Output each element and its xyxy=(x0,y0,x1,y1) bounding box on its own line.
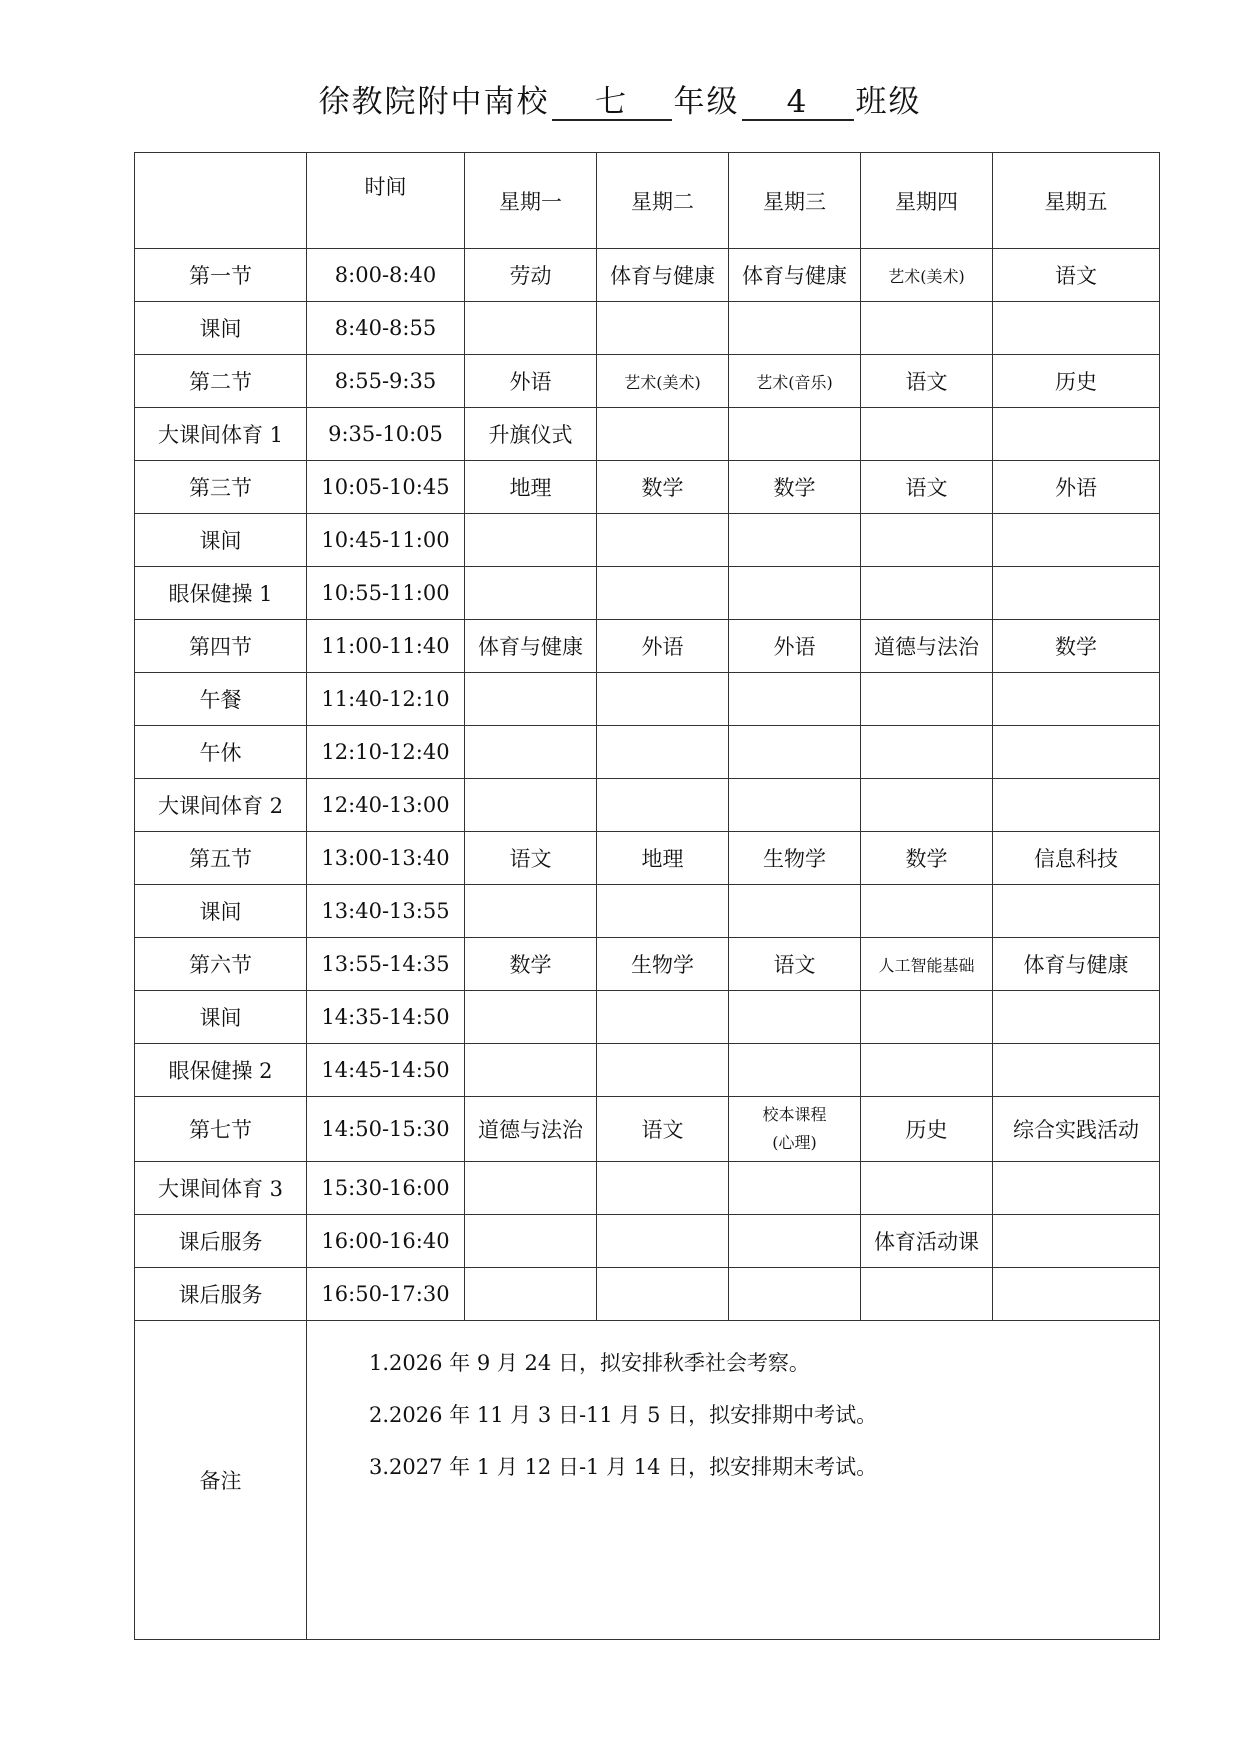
subject-cell-friday xyxy=(993,1268,1160,1321)
subject-cell-thursday: 历史 xyxy=(861,1097,993,1162)
note-item: 3.2027 年 1 月 12 日-1 月 14 日，拟安排期末考试。 xyxy=(369,1455,878,1479)
period-label: 第三节 xyxy=(135,461,307,514)
notes-label: 备注 xyxy=(135,1321,307,1640)
subject-cell-monday: 劳动 xyxy=(465,249,597,302)
period-time: 14:35-14:50 xyxy=(307,991,465,1044)
column-header-wednesday: 星期三 xyxy=(729,153,861,249)
subject-cell-thursday xyxy=(861,408,993,461)
period-label: 课间 xyxy=(135,991,307,1044)
period-label: 第六节 xyxy=(135,938,307,991)
subject-cell-friday: 体育与健康 xyxy=(993,938,1160,991)
column-header-friday: 星期五 xyxy=(993,153,1160,249)
header-row xyxy=(135,153,1160,249)
period-time: 11:40-12:10 xyxy=(307,673,465,726)
subject-cell-tuesday: 外语 xyxy=(597,620,729,673)
note-item: 1.2026 年 9 月 24 日，拟安排秋季社会考察。 xyxy=(369,1351,810,1375)
subject-cell-monday xyxy=(465,726,597,779)
column-header-monday: 星期一 xyxy=(465,153,597,249)
subject-cell-thursday xyxy=(861,302,993,355)
period-label: 第四节 xyxy=(135,620,307,673)
subject-cell-tuesday xyxy=(597,514,729,567)
subject-cell-wednesday: 体育与健康 xyxy=(729,249,861,302)
subject-cell-tuesday xyxy=(597,1215,729,1268)
subject-cell-monday: 数学 xyxy=(465,938,597,991)
subject-cell-friday xyxy=(993,408,1160,461)
subject-cell-friday xyxy=(993,885,1160,938)
subject-cell-tuesday xyxy=(597,885,729,938)
subject-cell-tuesday xyxy=(597,567,729,620)
period-time: 14:45-14:50 xyxy=(307,1044,465,1097)
table-row xyxy=(135,1162,1160,1215)
subject-cell-wednesday xyxy=(729,1215,861,1268)
notes-row xyxy=(135,1321,1160,1640)
period-label: 大课间体育 2 xyxy=(135,779,307,832)
subject-cell-friday xyxy=(993,991,1160,1044)
subject-cell-wednesday: 生物学 xyxy=(729,832,861,885)
subject-cell-friday: 语文 xyxy=(993,249,1160,302)
subject-cell-tuesday: 语文 xyxy=(597,1097,729,1162)
table-row xyxy=(135,1215,1160,1268)
period-label: 大课间体育 1 xyxy=(135,408,307,461)
subject-cell-wednesday: 艺术(音乐) xyxy=(729,355,861,408)
table-row xyxy=(135,514,1160,567)
period-time: 8:00-8:40 xyxy=(307,249,465,302)
subject-cell-monday: 道德与法治 xyxy=(465,1097,597,1162)
column-header-time: 时间 xyxy=(307,153,465,249)
subject-cell-tuesday xyxy=(597,1268,729,1321)
subject-cell-friday: 外语 xyxy=(993,461,1160,514)
table-row xyxy=(135,673,1160,726)
subject-cell-friday: 数学 xyxy=(993,620,1160,673)
table-row xyxy=(135,249,1160,302)
subject-cell-tuesday: 体育与健康 xyxy=(597,249,729,302)
subject-cell-tuesday: 生物学 xyxy=(597,938,729,991)
subject-cell-tuesday xyxy=(597,408,729,461)
period-time: 10:45-11:00 xyxy=(307,514,465,567)
subject-cell-friday xyxy=(993,1044,1160,1097)
subject-cell-monday: 外语 xyxy=(465,355,597,408)
subject-cell-wednesday xyxy=(729,1162,861,1215)
period-time: 9:35-10:05 xyxy=(307,408,465,461)
subject-cell-thursday xyxy=(861,779,993,832)
period-time: 12:40-13:00 xyxy=(307,779,465,832)
period-time: 13:00-13:40 xyxy=(307,832,465,885)
subject-cell-thursday: 数学 xyxy=(861,832,993,885)
subject-cell-wednesday xyxy=(729,567,861,620)
subject-cell-wednesday xyxy=(729,408,861,461)
subject-cell-tuesday xyxy=(597,1162,729,1215)
subject-cell-monday: 地理 xyxy=(465,461,597,514)
table-row xyxy=(135,355,1160,408)
grade-label: 年级 xyxy=(673,84,740,120)
subject-cell-tuesday xyxy=(597,991,729,1044)
subject-cell-monday: 体育与健康 xyxy=(465,620,597,673)
period-time: 11:00-11:40 xyxy=(307,620,465,673)
table-row xyxy=(135,885,1160,938)
table-row xyxy=(135,1044,1160,1097)
notes-body xyxy=(307,1321,1160,1640)
table-row xyxy=(135,726,1160,779)
subject-cell-friday xyxy=(993,726,1160,779)
subject-cell-tuesday xyxy=(597,673,729,726)
timetable xyxy=(134,152,1160,1640)
column-header-tuesday: 星期二 xyxy=(597,153,729,249)
subject-cell-monday xyxy=(465,1162,597,1215)
period-time: 10:55-11:00 xyxy=(307,567,465,620)
subject-cell-wednesday xyxy=(729,991,861,1044)
subject-cell-wednesday: 语文 xyxy=(729,938,861,991)
subject-cell-wednesday xyxy=(729,302,861,355)
subject-cell-wednesday xyxy=(729,1268,861,1321)
subject-cell-thursday xyxy=(861,514,993,567)
subject-cell-tuesday xyxy=(597,1044,729,1097)
subject-cell-wednesday xyxy=(729,673,861,726)
subject-cell-friday xyxy=(993,514,1160,567)
subject-cell-wednesday xyxy=(729,514,861,567)
period-label: 课间 xyxy=(135,514,307,567)
subject-cell-monday xyxy=(465,1044,597,1097)
period-label: 课间 xyxy=(135,302,307,355)
table-row xyxy=(135,1268,1160,1321)
subject-cell-thursday xyxy=(861,885,993,938)
table-row xyxy=(135,779,1160,832)
subject-cell-tuesday: 数学 xyxy=(597,461,729,514)
period-label: 第七节 xyxy=(135,1097,307,1162)
subject-cell-wednesday xyxy=(729,1044,861,1097)
subject-cell-thursday xyxy=(861,991,993,1044)
subject-cell-wednesday xyxy=(729,885,861,938)
table-row xyxy=(135,832,1160,885)
class-value: 4 xyxy=(742,85,854,121)
period-label: 课后服务 xyxy=(135,1215,307,1268)
school-name: 徐教院附中南校 xyxy=(318,84,550,120)
period-label: 第五节 xyxy=(135,832,307,885)
period-time: 10:05-10:45 xyxy=(307,461,465,514)
subject-cell-thursday xyxy=(861,726,993,779)
period-time: 8:55-9:35 xyxy=(307,355,465,408)
subject-cell-friday: 历史 xyxy=(993,355,1160,408)
period-time: 12:10-12:40 xyxy=(307,726,465,779)
period-time: 14:50-15:30 xyxy=(307,1097,465,1162)
class-label: 班级 xyxy=(855,84,922,120)
column-header-thursday: 星期四 xyxy=(861,153,993,249)
subject-cell-monday xyxy=(465,514,597,567)
subject-cell-monday xyxy=(465,885,597,938)
table-row xyxy=(135,938,1160,991)
subject-cell-wednesday xyxy=(729,779,861,832)
period-label: 眼保健操 1 xyxy=(135,567,307,620)
corner-cell xyxy=(135,153,307,249)
subject-cell-thursday: 体育活动课 xyxy=(861,1215,993,1268)
period-time: 16:50-17:30 xyxy=(307,1268,465,1321)
subject-cell-monday xyxy=(465,1215,597,1268)
subject-cell-friday xyxy=(993,1215,1160,1268)
subject-cell-thursday: 语文 xyxy=(861,355,993,408)
subject-cell-monday xyxy=(465,779,597,832)
table-row xyxy=(135,1097,1160,1162)
subject-cell-friday xyxy=(993,302,1160,355)
subject-cell-thursday xyxy=(861,567,993,620)
subject-cell-monday xyxy=(465,302,597,355)
page-title xyxy=(0,82,1240,122)
subject-cell-wednesday xyxy=(729,726,861,779)
subject-cell-friday: 信息科技 xyxy=(993,832,1160,885)
subject-cell-wednesday: 外语 xyxy=(729,620,861,673)
period-time: 16:00-16:40 xyxy=(307,1215,465,1268)
subject-cell-thursday: 道德与法治 xyxy=(861,620,993,673)
period-label: 午休 xyxy=(135,726,307,779)
subject-cell-tuesday xyxy=(597,779,729,832)
subject-cell-thursday: 语文 xyxy=(861,461,993,514)
period-time: 15:30-16:00 xyxy=(307,1162,465,1215)
table-row xyxy=(135,302,1160,355)
period-label: 第二节 xyxy=(135,355,307,408)
table-row xyxy=(135,461,1160,514)
period-time: 13:55-14:35 xyxy=(307,938,465,991)
period-label: 课后服务 xyxy=(135,1268,307,1321)
subject-cell-thursday xyxy=(861,673,993,726)
period-label: 眼保健操 2 xyxy=(135,1044,307,1097)
subject-cell-monday: 升旗仪式 xyxy=(465,408,597,461)
subject-cell-tuesday: 艺术(美术) xyxy=(597,355,729,408)
subject-cell-friday: 综合实践活动 xyxy=(993,1097,1160,1162)
subject-cell-friday xyxy=(993,567,1160,620)
subject-cell-tuesday xyxy=(597,302,729,355)
subject-cell-monday xyxy=(465,567,597,620)
table-row xyxy=(135,620,1160,673)
subject-cell-friday xyxy=(993,779,1160,832)
subject-cell-tuesday xyxy=(597,726,729,779)
subject-cell-tuesday: 地理 xyxy=(597,832,729,885)
period-label: 大课间体育 3 xyxy=(135,1162,307,1215)
timetable-body xyxy=(135,153,1160,1640)
subject-cell-monday xyxy=(465,1268,597,1321)
grade-value: 七 xyxy=(552,85,672,121)
subject-cell-thursday xyxy=(861,1268,993,1321)
subject-cell-friday xyxy=(993,1162,1160,1215)
period-time: 8:40-8:55 xyxy=(307,302,465,355)
subject-cell-thursday xyxy=(861,1044,993,1097)
period-label: 课间 xyxy=(135,885,307,938)
subject-cell-monday: 语文 xyxy=(465,832,597,885)
subject-cell-monday xyxy=(465,991,597,1044)
subject-cell-wednesday: 数学 xyxy=(729,461,861,514)
subject-cell-thursday xyxy=(861,1162,993,1215)
subject-cell-friday xyxy=(993,673,1160,726)
note-item: 2.2026 年 11 月 3 日-11 月 5 日，拟安排期中考试。 xyxy=(369,1403,878,1427)
period-time: 13:40-13:55 xyxy=(307,885,465,938)
table-row xyxy=(135,408,1160,461)
table-row xyxy=(135,991,1160,1044)
subject-cell-thursday: 艺术(美术) xyxy=(861,249,993,302)
subject-cell-monday xyxy=(465,673,597,726)
table-row xyxy=(135,567,1160,620)
subject-cell-wednesday: 校本课程 (心理) xyxy=(729,1097,861,1162)
period-label: 第一节 xyxy=(135,249,307,302)
subject-cell-thursday: 人工智能基础 xyxy=(861,938,993,991)
period-label: 午餐 xyxy=(135,673,307,726)
